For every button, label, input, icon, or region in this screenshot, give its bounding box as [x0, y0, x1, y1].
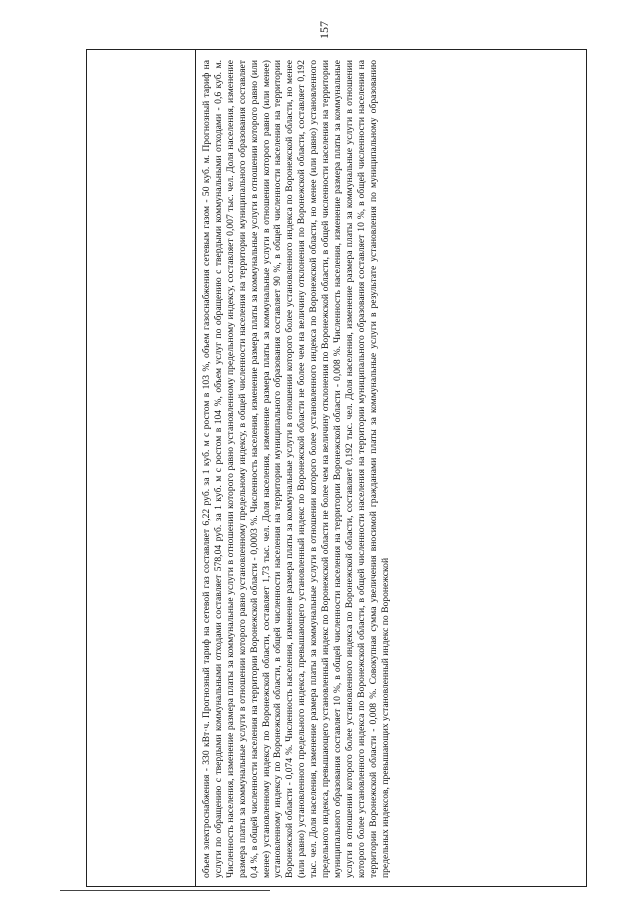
page-number: 157 — [317, 21, 331, 39]
footnote-rule — [60, 890, 270, 891]
table-right-cell-text: объем электроснабжения - 330 кВт·ч. Прогнозный тариф на сетевой газ составляет 6,22 руб. за 1 куб. м с ростом в 103 %, объем газоснабжения сетевым газом - 50 куб. м. Прогнозный тариф на услуги по обращению с твердыми коммунальными отходами составляет 578,04 руб. за 1 куб. м с ростом в 104 %, объем услуг по обращению с твердыми коммунальными отходами - 0,6 куб. м. Численность населения, изменение размера платы за коммунальные услуги в отношении которого равно установленному предельному индексу, составляет 0,007 тыс. чел. Доля населения, изменение размера платы за коммунальные услуги в отношении которого равно установленному предельному индексу, в общей численности населения на территории муниципального образования составляет 0,4 %, в общей численности населения на территории Воронежской области - 0,0003 %. Численность населения, изменение размера платы за коммунальные услуги в отношении которого равно (или менее) установленному индексу по Воронежской области, составляет 1,73 тыс. чел. Доля населения, изменение размера платы за коммунальные услуги в отношении которого равно (или менее) установленному индексу по Воронежской области, в общей численности населения на территории муниципального образования составляет 90 %, в общей численности населения на территории Воронежской области - 0,074 %. Численность населения, изменение размера платы за коммунальные услуги в отношении которого более установленного индекса по Воронежской области, но менее (или равно) установленного предельного индекса, превышающего установленный индекс по Воронежской области не более чем на величину отклонения по Воронежской области, составляет 0,192 тыс. чел. Доля населения, изменение размера платы за коммунальные услуги в отношении которого более установленного индекса по Воронежской области, но менее (или равно) установленного предельного индекса, превышающего установленный индекс по Воронежской области не более чем на величину отклонения по Воронежской области, в общей численности населения на территории муниципального образования составляет 10 %, в общей численности населения на территории Воронежской области - 0,008 %. Численность населения, изменение размера платы за коммунальные услуги в отношении которого более установленного индекса по Воронежской области, составляет 0,192 тыс. чел. Доля населения, изменение размера платы за коммунальные услуги в отношении которого более установленного индекса по Воронежской области, в общей численности населения на территории муниципального образования составляет 10 %, в общей численности населения на территории Воронежской области - 0,008 %. Совокупная сумма увеличения вносимой гражданами платы за коммунальные услуги в результате установления по муниципальному образованию предельных индексов, превышающих установленный индекс по Воронежской — [201, 60, 391, 878]
document-table — [86, 49, 587, 887]
